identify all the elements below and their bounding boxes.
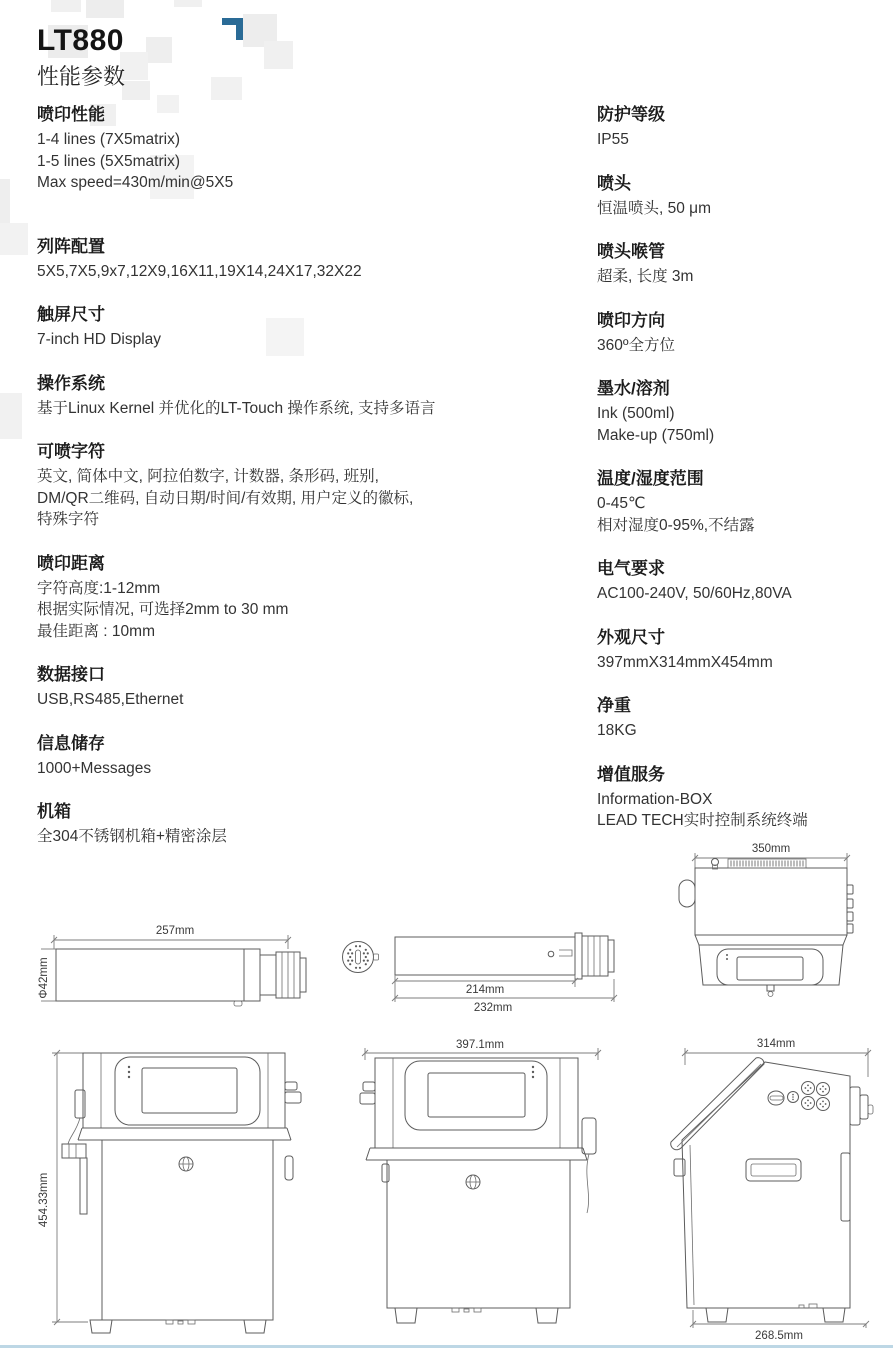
spec-label: 电气要求 — [597, 559, 665, 578]
deco-square — [51, 0, 81, 12]
deco-square — [86, 0, 124, 18]
dim-label-214mm: 214mm — [465, 984, 505, 996]
spec-cabinet — [37, 801, 489, 848]
spec-label: 喷印距离 — [37, 553, 105, 573]
spec-line: DM/QR二维码, 自动日期/时间/有效期, 用户定义的徽标, — [37, 489, 414, 507]
spec-dimensions — [597, 627, 889, 674]
drawing-side-view — [666, 1035, 893, 1352]
spec-line: 英文, 简体中文, 阿拉伯数字, 计数器, 条形码, 班别, — [37, 468, 379, 485]
spec-label: 机箱 — [37, 802, 71, 821]
spec-data-interface — [37, 664, 489, 711]
spec-line: Max speed=430m/min@5X5 — [37, 174, 234, 191]
spec-ink-solvent — [597, 378, 889, 446]
spec-label: 喷印方向 — [597, 310, 665, 330]
spec-column-right — [597, 104, 889, 854]
deco-square — [0, 223, 28, 255]
dim-label-base: 268.5mm — [755, 1330, 803, 1342]
spec-operating-system — [37, 373, 489, 420]
spec-printhead — [597, 173, 889, 220]
spec-printable-characters — [37, 441, 489, 531]
dim-label-depth: 314mm — [756, 1038, 796, 1050]
spec-line: 1-4 lines (7X5matrix) — [37, 131, 180, 148]
spec-message-storage — [37, 733, 489, 780]
spec-print-performance — [37, 104, 489, 194]
spec-line: 1000+Messages — [37, 759, 152, 777]
spec-label: 外观尺寸 — [597, 627, 665, 647]
spec-label: 墨水/溶剂 — [597, 379, 670, 398]
drawing-front-view-wide — [352, 1036, 607, 1336]
spec-label: 喷头喉管 — [597, 242, 665, 261]
deco-square — [122, 81, 150, 100]
spec-net-weight — [597, 695, 889, 742]
spec-label: 可喷字符 — [37, 442, 105, 461]
spec-label: 净重 — [597, 696, 631, 715]
spec-line: 相对湿度0-95%,不结露 — [597, 516, 755, 534]
spec-value-added-services — [597, 764, 889, 832]
spec-label: 操作系统 — [37, 373, 105, 393]
drawing-printhead-front — [333, 925, 623, 1020]
spec-matrix-config — [37, 236, 489, 283]
page-title: LT880 — [37, 24, 124, 57]
spec-line: 特殊字符 — [37, 511, 100, 528]
spec-label: 防护等级 — [597, 105, 665, 124]
dim-label-diameter: Φ42mm — [38, 957, 50, 999]
spec-label: 数据接口 — [37, 665, 105, 684]
spec-column-left — [37, 104, 489, 870]
spec-line: 360º全方位 — [597, 336, 676, 354]
spec-line: AC100-240V, 50/60Hz,80VA — [597, 585, 792, 602]
spec-line: USB,RS485,Ethernet — [37, 691, 184, 708]
spec-label: 增值服务 — [597, 764, 665, 784]
spec-label: 喷头 — [597, 173, 631, 193]
spec-protection-rating — [597, 104, 889, 151]
spec-line: 全304不锈钢机箱+精密涂层 — [37, 828, 227, 845]
dim-label-width: 397.1mm — [456, 1039, 504, 1051]
spec-line: 根据实际情况, 可选择2mm to 30 mm — [37, 601, 289, 618]
spec-line: 0-45℃ — [597, 495, 646, 512]
deco-square — [174, 0, 202, 7]
spec-label: 温度/湿度范围 — [597, 469, 704, 488]
spec-line: 恒温喷头, 50 μm — [597, 199, 712, 217]
spec-label: 喷印性能 — [37, 105, 105, 124]
spec-temp-humidity — [597, 468, 889, 536]
spec-line: IP55 — [597, 131, 629, 148]
dim-label-232mm: 232mm — [473, 1002, 513, 1014]
spec-line: 5X5,7X5,9x7,12X9,16X11,19X14,24X17,32X22 — [37, 262, 362, 280]
spec-line: 最佳距离 : 10mm — [37, 622, 155, 640]
spec-line: 397mmX314mmX454mm — [597, 653, 773, 671]
spec-line: 7-inch HD Display — [37, 331, 162, 348]
spec-label: 列阵配置 — [37, 236, 105, 256]
spec-label: 信息储存 — [37, 733, 105, 753]
footer-accent-line — [0, 1345, 893, 1348]
page-subtitle: 性能参数 — [37, 64, 126, 89]
spec-touchscreen-size — [37, 304, 489, 351]
spec-line: LEAD TECH实时控制系统终端 — [597, 812, 808, 829]
deco-square — [264, 41, 293, 69]
spec-line: 18KG — [597, 722, 637, 739]
deco-square — [146, 37, 172, 63]
spec-line: Ink (500ml) — [597, 405, 675, 422]
spec-electrical — [597, 558, 889, 605]
dim-label-350mm: 350mm — [751, 843, 791, 855]
spec-print-direction — [597, 310, 889, 357]
spec-line: 字符高度:1-12mm — [37, 579, 161, 597]
drawing-front-view — [38, 1040, 308, 1340]
dim-label-height: 454.33mm — [38, 1172, 50, 1228]
corner-bracket-icon — [222, 18, 243, 40]
deco-square — [211, 77, 242, 100]
spec-line: 超柔, 长度 3m — [597, 268, 694, 285]
spec-line: 基于Linux Kernel 并优化的LT-Touch 操作系统, 支持多语言 — [37, 399, 436, 417]
spec-line: 1-5 lines (5X5matrix) — [37, 152, 180, 170]
deco-square — [0, 393, 22, 439]
drawing-printhead-side — [38, 922, 318, 1010]
spec-print-distance — [37, 553, 489, 643]
deco-square — [0, 179, 10, 225]
spec-printhead-conduit — [597, 241, 889, 288]
drawing-top-view — [670, 838, 865, 1003]
dim-label-257mm: 257mm — [155, 925, 195, 937]
spec-line: Make-up (750ml) — [597, 426, 715, 444]
spec-line: Information-BOX — [597, 790, 713, 808]
spec-label: 触屏尺寸 — [37, 305, 105, 324]
